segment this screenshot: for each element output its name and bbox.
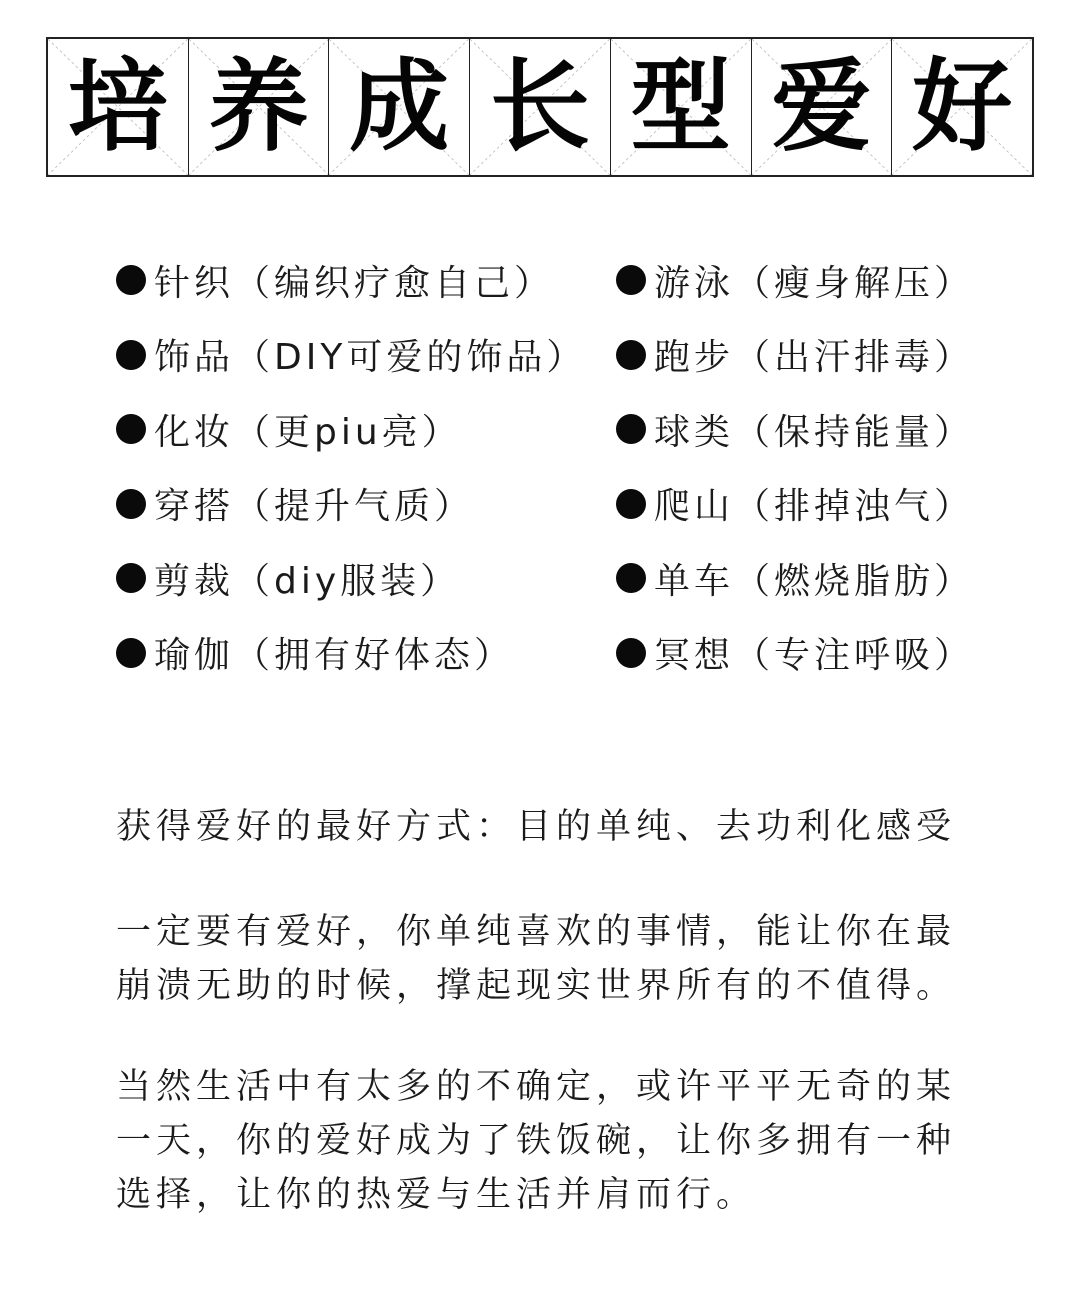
bullet-dot-icon: [116, 265, 146, 295]
title-char: 培: [67, 48, 168, 165]
title-cell: [751, 39, 892, 175]
title-char: 好: [912, 48, 1013, 165]
bullet-dot-icon: [616, 489, 646, 519]
hobby-column-left: [116, 243, 586, 690]
hobby-column-right: [616, 243, 974, 690]
bullet-dot-icon: [116, 414, 146, 444]
list-item: [116, 318, 586, 393]
text-line: 一天，你的爱好成为了铁饭碗，让你多拥有一种: [116, 1121, 957, 1161]
bullet-dot-icon: [116, 638, 146, 668]
hobby-label: 跑步（出汗排毒）: [654, 337, 975, 379]
paragraph-importance: [116, 905, 956, 1013]
hobby-label: 穿搭（提升气质）: [154, 486, 475, 528]
title-banner: [46, 37, 1034, 177]
title-cell: [469, 39, 610, 175]
title-cell: [891, 39, 1032, 175]
hobby-label: 冥想（专注呼吸）: [654, 635, 975, 677]
bullet-dot-icon: [616, 638, 646, 668]
title-char: 长: [490, 48, 591, 165]
paragraph-method: [116, 800, 956, 854]
hobby-label: 瑜伽（拥有好体态）: [154, 635, 515, 677]
hobby-label: 游泳（瘦身解压）: [654, 262, 975, 304]
title-char: 型: [630, 48, 731, 165]
paragraph-future: [116, 1060, 956, 1222]
title-cell: [188, 39, 329, 175]
text-line: 一定要有爱好，你单纯喜欢的事情，能让你在最: [116, 912, 957, 952]
list-item: [116, 243, 586, 318]
list-item: [116, 392, 586, 467]
list-item: [616, 318, 974, 393]
hobby-label: 针织（编织疗愈自己）: [154, 262, 555, 304]
list-item: [116, 541, 586, 616]
title-char: 爱: [771, 48, 872, 165]
list-item: [616, 243, 974, 318]
hobby-label: 化妆（更piu亮）: [154, 411, 462, 453]
hobby-label: 爬山（排掉浊气）: [654, 486, 975, 528]
bullet-dot-icon: [616, 265, 646, 295]
title-char: 成: [349, 48, 450, 165]
bullet-dot-icon: [116, 340, 146, 370]
text-line: 当然生活中有太多的不确定，或许平平无奇的某: [116, 1067, 957, 1107]
text-line: 选择，让你的热爱与生活并肩而行。: [116, 1175, 757, 1215]
text-line: 崩溃无助的时候，撑起现实世界所有的不值得。: [116, 966, 957, 1006]
title-char: 养: [208, 48, 309, 165]
list-item: [116, 616, 586, 691]
hobby-label: 球类（保持能量）: [654, 411, 975, 453]
list-item: [116, 467, 586, 542]
list-item: [616, 541, 974, 616]
list-item: [616, 616, 974, 691]
title-cell: [48, 39, 188, 175]
bullet-dot-icon: [616, 414, 646, 444]
bullet-dot-icon: [116, 489, 146, 519]
hobby-label: 剪裁（diy服装）: [154, 560, 461, 602]
title-cell: [328, 39, 469, 175]
hobby-label: 饰品（DIY可爱的饰品）: [154, 337, 587, 379]
bullet-dot-icon: [116, 563, 146, 593]
list-item: [616, 392, 974, 467]
title-cell: [610, 39, 751, 175]
bullet-dot-icon: [616, 563, 646, 593]
list-item: [616, 467, 974, 542]
text-line: 获得爱好的最好方式：目的单纯、去功利化感受: [116, 807, 957, 847]
bullet-dot-icon: [616, 340, 646, 370]
hobby-label: 单车（燃烧脂肪）: [654, 560, 975, 602]
